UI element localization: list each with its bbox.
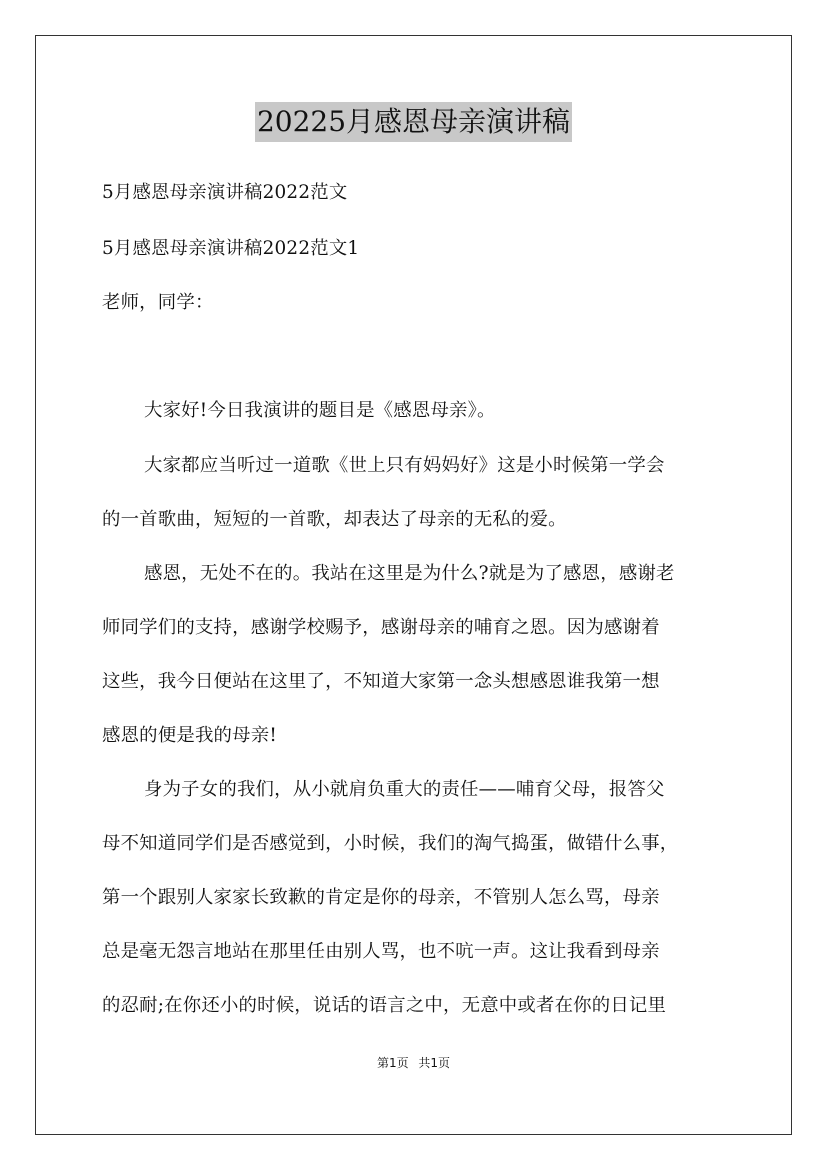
paragraph-line: 感恩的便是我的母亲! [102, 725, 277, 746]
paragraph-line: 大家好!今日我演讲的题目是《感恩母亲》。 [144, 400, 496, 421]
paragraph-line: 的一首歌曲，短短的一首歌，却表达了母亲的无私的爱。 [102, 509, 567, 530]
paragraph-line: 的忍耐;在你还小的时候，说话的语言之中，无意中或者在你的日记里 [102, 995, 667, 1016]
salutation: 老师，同学： [102, 292, 214, 313]
subtitle-line: 5月感恩母亲演讲稿2022范文 [102, 182, 348, 203]
title-container [0, 102, 827, 142]
paragraph-line: 这些，我今日便站在这里了，不知道大家第一念头想感恩谁我第一想 [102, 671, 660, 692]
document-title: 20225月感恩母亲演讲稿 [255, 102, 572, 142]
page-number: 第1页 [376, 1056, 409, 1070]
paragraph-line: 第一个跟别人家家长致歉的肯定是你的母亲，不管别人怎么骂，母亲 [102, 887, 660, 908]
subtitle-line-2: 5月感恩母亲演讲稿2022范文1 [102, 238, 360, 259]
paragraph-line: 总是毫无怨言地站在那里任由别人骂，也不吭一声。这让我看到母亲 [102, 941, 660, 962]
paragraph-line: 感恩，无处不在的。我站在这里是为什么?就是为了感恩，感谢老 [144, 563, 675, 584]
page-footer [0, 1055, 827, 1071]
page-total: 共1页 [418, 1056, 451, 1070]
paragraph-line: 身为子女的我们，从小就肩负重大的责任——哺育父母，报答父 [144, 779, 665, 800]
paragraph-line: 大家都应当听过一道歌《世上只有妈妈好》这是小时候第一学会 [144, 455, 665, 476]
paragraph-line: 师同学们的支持，感谢学校赐予，感谢母亲的哺育之恩。因为感谢着 [102, 617, 660, 638]
paragraph-line: 母不知道同学们是否感觉到，小时候，我们的淘气捣蛋，做错什么事， [102, 833, 679, 854]
